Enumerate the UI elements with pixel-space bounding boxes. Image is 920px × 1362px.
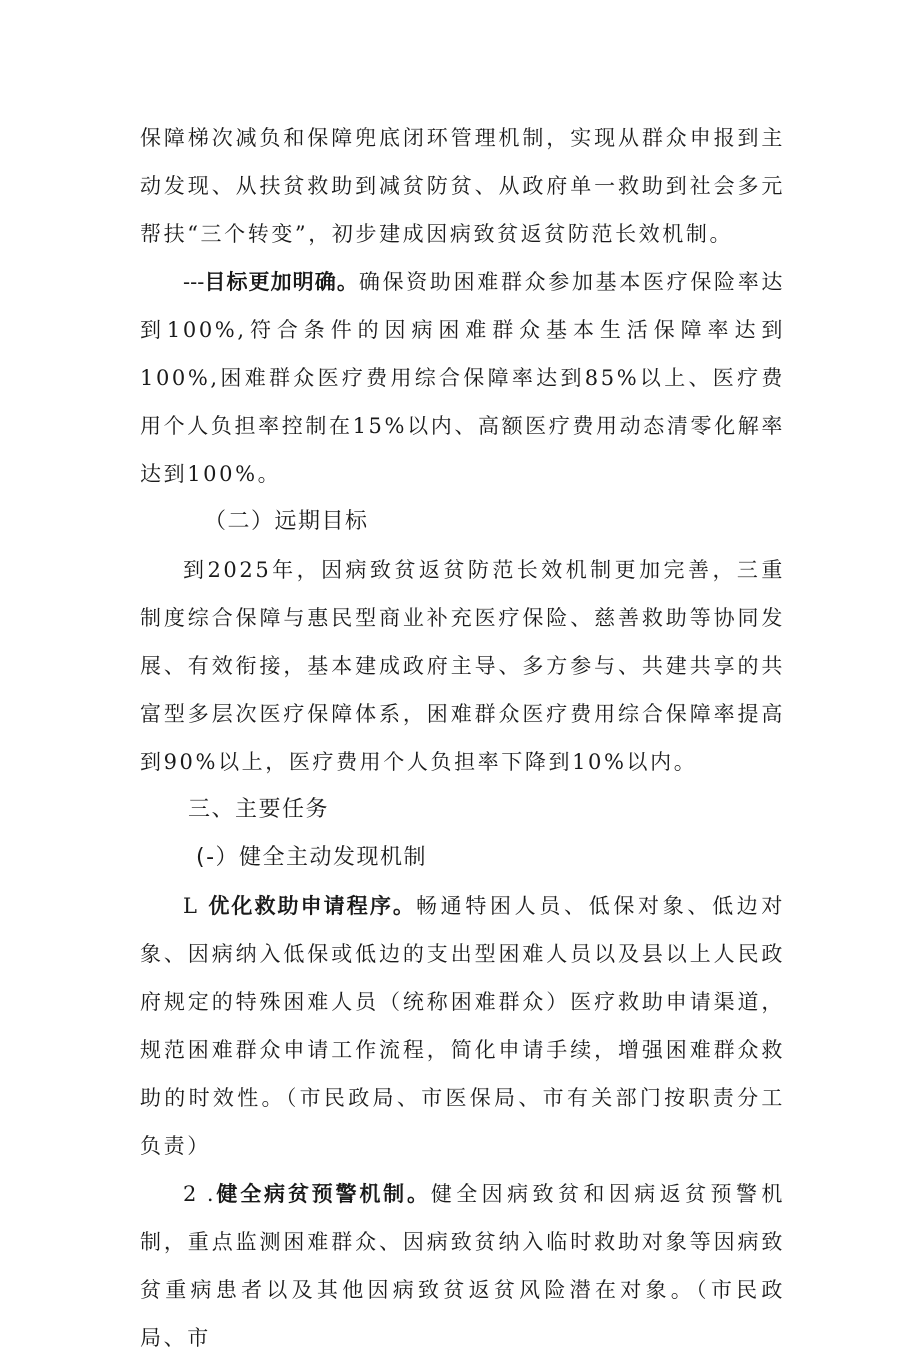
item-two-lead: 健全病贫预警机制。 — [214, 1182, 431, 1206]
goal-clear-paragraph — [140, 258, 785, 498]
item-one-paragraph — [140, 882, 785, 1170]
long-term-heading: （二）远期目标 — [204, 509, 369, 534]
item-one-lead: 优化救助申请程序。 — [208, 894, 416, 918]
item-two-body: 健全因病致贫和因病返贫预警机制，重点监测困难群众、因病致贫纳入临时救助对象等因病致贫重病患者以及其他因病致贫返贫风险潜在对象。（市民政局、市 — [140, 1182, 785, 1350]
document-page — [140, 114, 785, 1362]
section-three-heading: 三、主要任务 — [188, 797, 330, 822]
intro-paragraph: 保障梯次减负和保障兜底闭环管理机制，实现从群众申报到主动发现、从扶贫救助到减贫防贫、从政府单一救助到社会多元帮扶“三个转变”，初步建成因病致贫返贫防范长效机制。 — [140, 126, 785, 246]
goal-clear-lead: 目标更加明确。 — [204, 270, 359, 294]
goal-clear-dashes: --- — [183, 270, 205, 294]
item-two-paragraph — [140, 1170, 785, 1362]
goal-clear-body: 确保资助困难群众参加基本医疗保险率达到100%,符合条件的因病困难群众基本生活保障率达到100%,困难群众医疗费用综合保障率达到85%以上、医疗费用个人负担率控制在15%以内、高额医疗费用动态清零化解率达到100%。 — [140, 270, 785, 486]
item-two-number: 2 . — [183, 1182, 215, 1206]
long-term-paragraph: 到2025年，因病致贫返贫防范长效机制更加完善，三重制度综合保障与惠民型商业补充医疗保险、慈善救助等协同发展、有效衔接，基本建成政府主导、多方参与、共建共享的共富型多层次医疗保障体系，困难群众医疗费用综合保障率提高到90%以上，医疗费用个人负担率下降到10%以内。 — [140, 558, 785, 774]
item-one-number: L — [183, 894, 198, 918]
subsection-one-heading: (-）健全主动发现机制 — [196, 845, 428, 870]
item-one-body: 畅通特困人员、低保对象、低边对象、因病纳入低保或低边的支出型困难人员以及县以上人民政府规定的特殊困难人员（统称困难群众）医疗救助申请渠道，规范困难群众申请工作流程，简化申请手续，增强困难群众救助的时效性。（市民政局、市医保局、市有关部门按职责分工负责） — [140, 894, 786, 1158]
